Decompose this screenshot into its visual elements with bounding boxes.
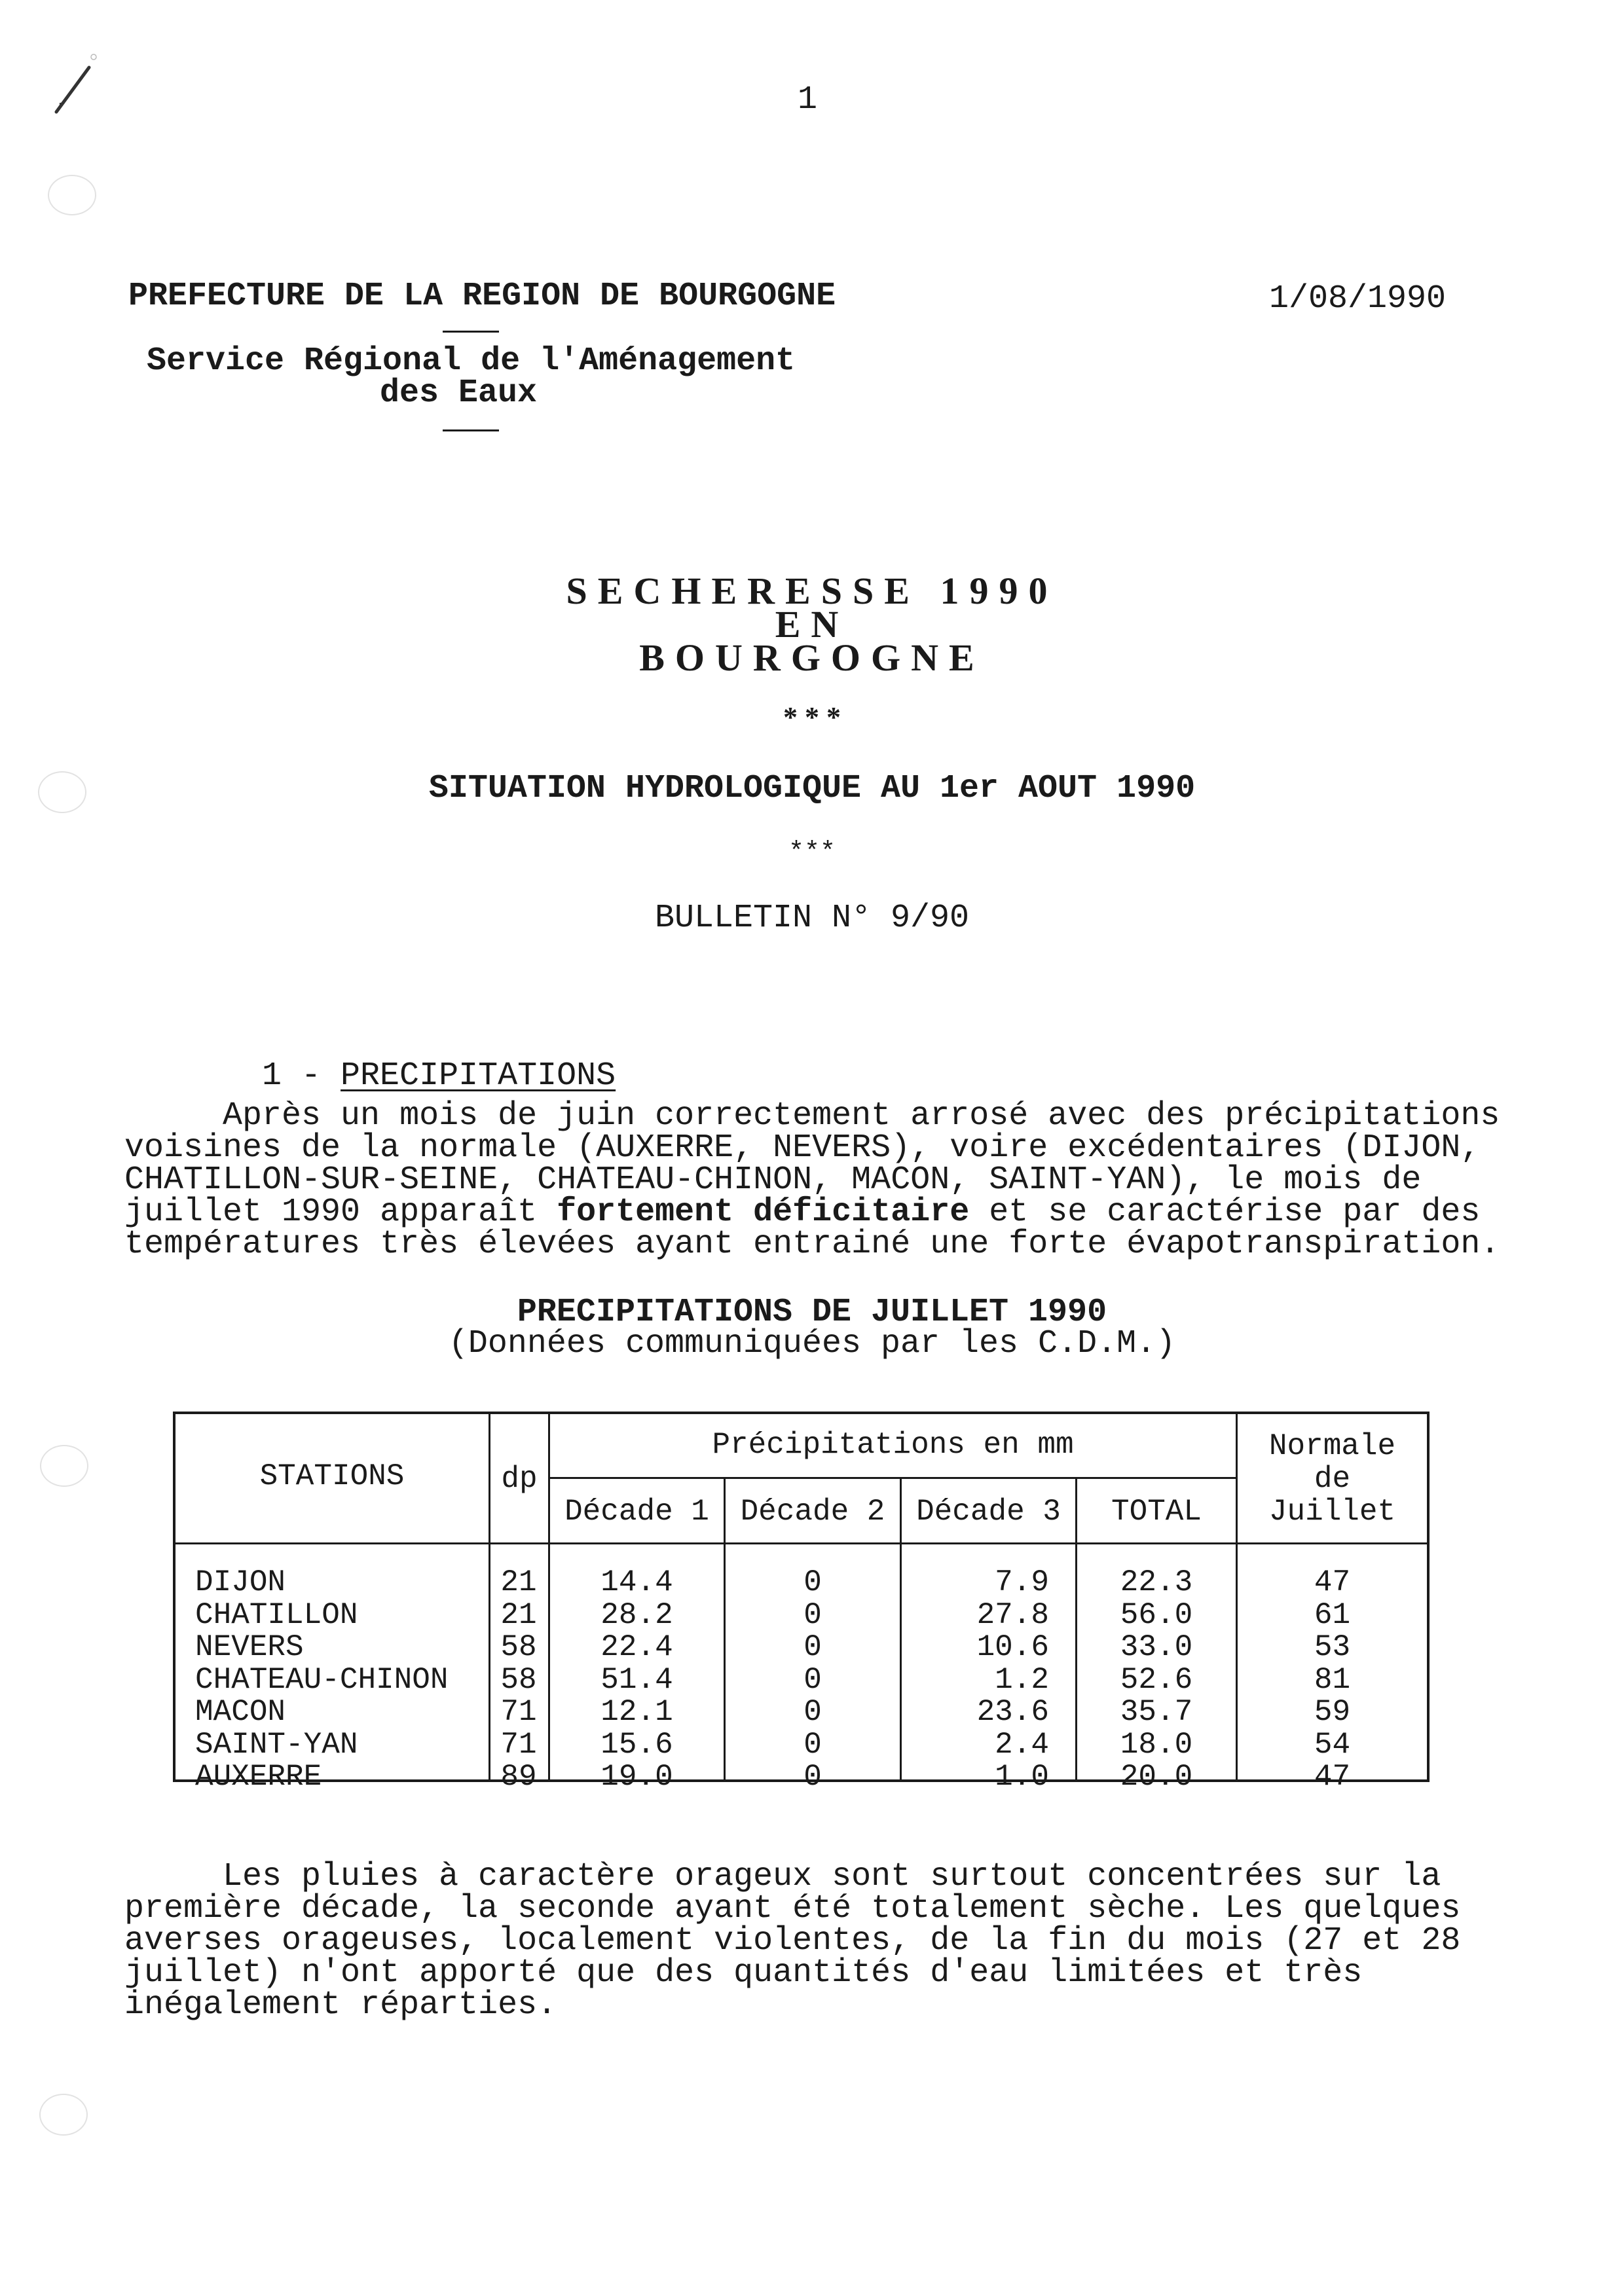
cell-normale: 53 (1314, 1630, 1351, 1664)
table-subtitle: (Données communiquées par les C.D.M.) (448, 1325, 1176, 1362)
cell-total: 22.3 (1120, 1565, 1193, 1599)
cell-station: AUXERRE (195, 1760, 322, 1794)
header-normale: Juillet (1268, 1495, 1396, 1529)
document-title-line3: BOURGOGNE (639, 636, 985, 679)
cell-decade-1: 22.4 (600, 1630, 673, 1664)
header-decade-2: Décade 2 (740, 1495, 885, 1529)
cell-decade-1: 51.4 (600, 1662, 673, 1697)
cell-station: CHATEAU-CHINON (195, 1662, 449, 1697)
cell-dp: 58 (500, 1630, 537, 1664)
cell-decade-2: 0 (803, 1597, 822, 1632)
paragraph-line (124, 1194, 1481, 1231)
service-name-line2: des Eaux (380, 374, 538, 412)
cell-normale: 59 (1314, 1695, 1351, 1729)
table-title: PRECIPITATIONS DE JUILLET 1990 (517, 1294, 1107, 1331)
cell-total: 18.0 (1120, 1727, 1193, 1762)
header-decade-1: Décade 1 (564, 1495, 709, 1529)
document-subtitle: SITUATION HYDROLOGIQUE AU 1er AOUT 1990 (428, 770, 1196, 807)
cell-total: 56.0 (1120, 1597, 1193, 1632)
cell-total: 35.7 (1120, 1695, 1193, 1729)
section-title: PRECIPITATIONS (341, 1057, 616, 1095)
page-number: 1 (798, 81, 818, 118)
cell-dp: 21 (500, 1565, 537, 1599)
subtitle-separator: *** (788, 838, 836, 867)
paragraph-line: première décade, la seconde ayant été totalement sèche. Les quelques (124, 1890, 1461, 1927)
cell-normale: 54 (1314, 1727, 1351, 1762)
document-title-line2: EN (775, 603, 849, 646)
paragraph-text: et se caractérise par des (969, 1194, 1481, 1231)
document-date: 1/08/1990 (1269, 280, 1447, 318)
cell-decade-3: 10.6 (976, 1630, 1049, 1664)
cell-decade-3: 1.2 (995, 1662, 1049, 1697)
cell-decade-1: 15.6 (600, 1727, 673, 1762)
cell-total: 33.0 (1120, 1630, 1193, 1664)
cell-station: MACON (195, 1695, 286, 1729)
organization-name: PREFECTURE DE LA REGION DE BOURGOGNE (128, 278, 836, 315)
cell-total: 20.0 (1120, 1760, 1193, 1794)
header-total: TOTAL (1111, 1495, 1202, 1529)
emphasis-text: fortement déficitaire (557, 1194, 970, 1231)
cell-total: 52.6 (1120, 1662, 1193, 1697)
header-normale: Normale (1268, 1429, 1396, 1463)
header-divider (443, 429, 499, 431)
cell-station: CHATILLON (195, 1597, 358, 1632)
cell-station: DIJON (195, 1565, 286, 1599)
paragraph-line: voisines de la normale (AUXERRE, NEVERS), voire excédentaires (DIJON, (124, 1129, 1481, 1167)
cell-normale: 47 (1314, 1760, 1351, 1794)
section-heading (223, 1028, 616, 1095)
header-divider (443, 331, 499, 333)
header-normale: de (1314, 1462, 1351, 1496)
punch-hole (39, 2094, 88, 2136)
cell-decade-2: 0 (803, 1565, 822, 1599)
cell-decade-2: 0 (803, 1630, 822, 1664)
cell-dp: 71 (500, 1695, 537, 1729)
header-precipitations-group: Précipitations en mm (712, 1428, 1074, 1462)
header-bottom-border (173, 1542, 1430, 1544)
paragraph-line: Après un mois de juin correctement arrosé avec des précipitations (124, 1097, 1500, 1135)
header-decade-3: Décade 3 (916, 1495, 1061, 1529)
cell-decade-1: 12.1 (600, 1695, 673, 1729)
paragraph-line: inégalement réparties. (124, 1986, 557, 2024)
cell-decade-3: 7.9 (995, 1565, 1049, 1599)
cell-dp: 89 (500, 1760, 537, 1794)
cell-decade-2: 0 (803, 1760, 822, 1794)
cell-station: SAINT-YAN (195, 1727, 358, 1762)
paragraph-line: Les pluies à caractère orageux sont surtout concentrées sur la (124, 1858, 1441, 1895)
title-separator: * * * (783, 701, 841, 733)
cell-decade-3: 23.6 (976, 1695, 1049, 1729)
paragraph-line: CHATILLON-SUR-SEINE, CHATEAU-CHINON, MACON, SAINT-YAN), le mois de (124, 1161, 1422, 1199)
cell-station: NEVERS (195, 1630, 304, 1664)
bulletin-number: BULLETIN N° 9/90 (654, 900, 970, 937)
paragraph-line: températures très élevées ayant entrainé une forte évapotranspiration. (124, 1226, 1500, 1263)
paragraph-line: averses orageuses, localement violentes, de la fin du mois (27 et 28 (124, 1922, 1461, 1959)
header-stations: STATIONS (259, 1459, 405, 1493)
cell-decade-1: 14.4 (600, 1565, 673, 1599)
service-name-line1: Service Régional de l'Aménagement (147, 342, 796, 380)
cell-decade-2: 0 (803, 1695, 822, 1729)
cell-decade-3: 27.8 (976, 1597, 1049, 1632)
paragraph-line: juillet) n'ont apporté que des quantités d'eau limitées et très (124, 1954, 1363, 1992)
punch-hole (40, 1445, 88, 1487)
header-dp: dp (501, 1462, 538, 1496)
cell-dp: 58 (500, 1662, 537, 1697)
cell-normale: 81 (1314, 1662, 1351, 1697)
punch-hole (48, 175, 96, 215)
cell-decade-3: 2.4 (995, 1727, 1049, 1762)
paragraph-text: juillet 1990 apparaît (124, 1194, 557, 1231)
header-subdivider (548, 1477, 1237, 1479)
document-title-line1: SECHERESSE 1990 (566, 570, 1058, 612)
cell-normale: 61 (1314, 1597, 1351, 1632)
cell-normale: 47 (1314, 1565, 1351, 1599)
cell-decade-3: 1.0 (995, 1760, 1049, 1794)
cell-decade-1: 19.0 (600, 1760, 673, 1794)
pen-mark-icon (39, 39, 124, 124)
cell-decade-2: 0 (803, 1662, 822, 1697)
cell-decade-2: 0 (803, 1727, 822, 1762)
cell-dp: 21 (500, 1597, 537, 1632)
section-number: 1 - (262, 1057, 341, 1095)
cell-dp: 71 (500, 1727, 537, 1762)
cell-decade-1: 28.2 (600, 1597, 673, 1632)
